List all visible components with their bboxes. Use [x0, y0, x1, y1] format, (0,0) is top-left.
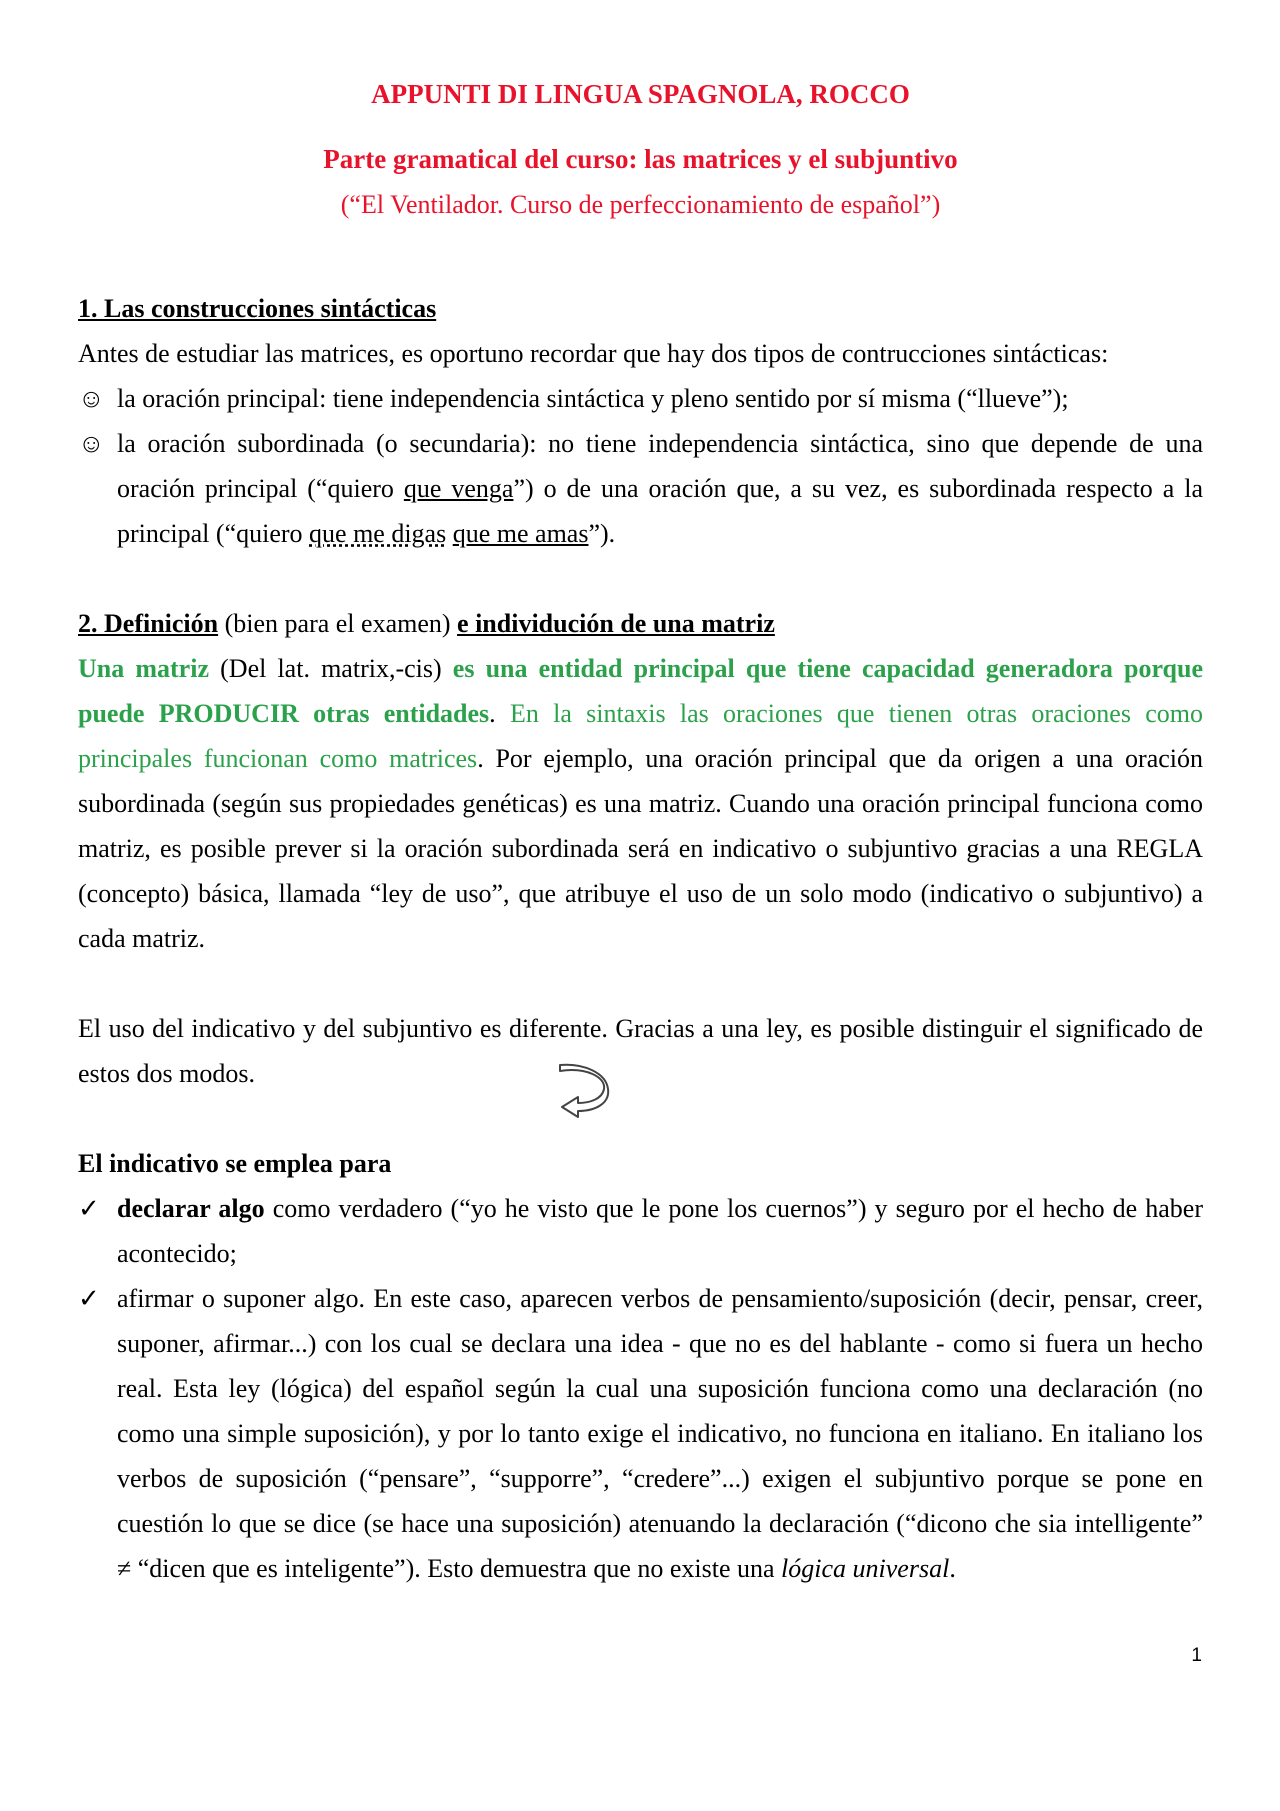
checkmark-icon: ✓: [78, 1194, 100, 1223]
document-title: APPUNTI DI LINGUA SPAGNOLA, ROCCO: [371, 79, 910, 109]
list-item: ☺ la oración subordinada (o secundaria): no tiene independencia sintáctica, sino que depende de una oración principal (“quiero que venga”) o de una oración que, a su vez, es subordinada respecto a la principal (“quiero que me digas que me amas”).: [78, 421, 1203, 556]
matrix-definition: Una matriz (Del lat. matrix,-cis) es una entidad principal que tiene capacidad generadora porque puede PRODUCIR otras entidades. En la sintaxis las oraciones que tienen otras oraciones como principales funcionan como matrices. Por ejemplo, una oración principal que da origen a una oración subordinada (según sus propiedades genéticas) es una matriz. Cuando una oración principal funciona como matriz, es posible prever si la oración subordinada será en indicativo o subjuntivo gracias a una REGLA (concepto) básica, llamada “ley de uso”, que atribuye el uso de un solo modo (indicativo o subjuntivo) a cada matriz.: [78, 654, 1204, 953]
list-item: ☺ la oración principal: tiene independencia sintáctica y pleno sentido por sí misma (“llueve”);: [78, 376, 1203, 421]
list-item: ✓ declarar algo como verdadero (“yo he visto que le pone los cuernos”) y seguro por el hecho de haber acontecido;: [78, 1186, 1203, 1276]
indicative-uses-list: [78, 1186, 1203, 1591]
section-3-heading: El indicativo se emplea para: [78, 1149, 392, 1178]
section-3: [78, 1141, 1203, 1591]
checkmark-icon: ✓: [78, 1284, 100, 1313]
list-item: ✓ afirmar o suponer algo. En este caso, aparecen verbos de pensamiento/suposición (decir, pensar, creer, suponer, afirmar...) con los cual se declara una idea - que no es del hablante - como si fuera un hecho real. Esta ley (lógica) del español según la cual una suposición funciona como una declaración (no como una simple suposición), y por lo tanto exige el indicativo, no funciona en italiano. En italiano los verbos de suposición (“pensare”, “supporre”, “credere”...) exigen el subjuntivo porque se pone en cuestión lo que se dice (se hace una suposición) atenuando la declaración (“dicono che sia intelligente” ≠ “dicen que es inteligente”). Esto demuestra que no existe una lógica universal.: [78, 1276, 1203, 1591]
page-number: 1: [1191, 1645, 1202, 1666]
section-2-heading: 2. Definición (bien para el examen) e individución de una matriz: [78, 609, 775, 638]
section-1: [78, 286, 1203, 556]
section-1-intro: Antes de estudiar las matrices, es oportuno recordar que hay dos tipos de contrucciones sintácticas:: [78, 339, 1109, 368]
section-2: [78, 601, 1203, 1096]
document-content: [78, 72, 1203, 1591]
syntax-types-list: [78, 376, 1203, 556]
document-subtitle: Parte gramatical del curso: las matrices y el subjuntivo: [323, 144, 958, 174]
section-1-heading: 1. Las construcciones sintácticas: [78, 294, 437, 323]
smiley-icon: ☺: [78, 384, 105, 413]
document-source: (“El Ventilador. Curso de perfeccionamiento de español”): [340, 190, 941, 219]
indicative-vs-subjunctive-paragraph: El uso del indicativo y del subjuntivo es diferente. Gracias a una ley, es posible distinguir el significado de estos dos modos.: [78, 1014, 1203, 1088]
curved-arrow-icon: [556, 1063, 610, 1119]
smiley-icon: ☺: [78, 429, 105, 458]
